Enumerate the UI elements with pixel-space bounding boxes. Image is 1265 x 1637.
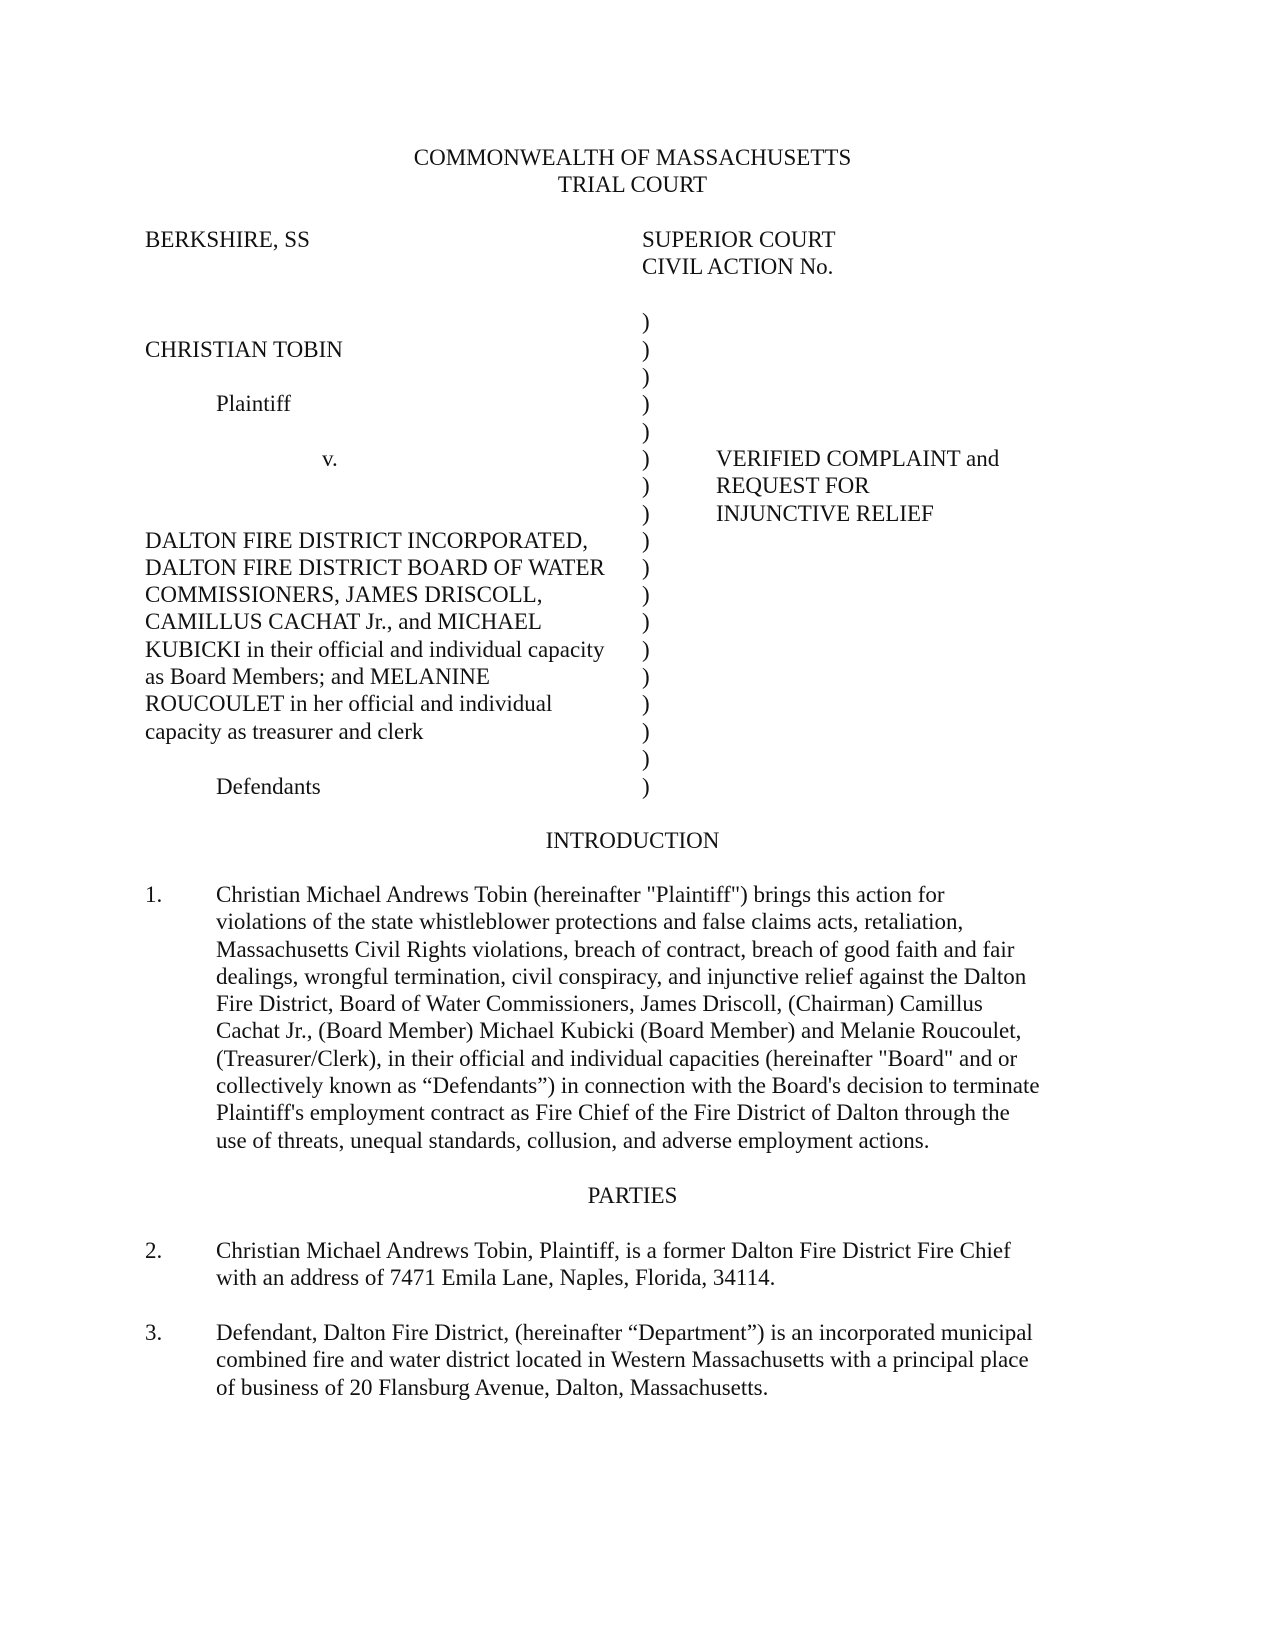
- paragraph-number: 3.: [145, 1320, 163, 1345]
- court-heading-commonwealth: COMMONWEALTH OF MASSACHUSETTS: [413, 145, 852, 170]
- caption-paren: ): [642, 746, 650, 771]
- paragraph-line: Christian Michael Andrews Tobin (hereinafter "Plaintiff") brings this action for: [216, 882, 945, 907]
- versus-label: v.: [322, 446, 338, 471]
- paragraph-line: combined fire and water district located in Western Massachusetts with a principal place: [216, 1347, 1029, 1373]
- document-title-line: REQUEST FOR: [716, 473, 870, 498]
- defendant-line: ROUCOULET in her official and individual: [145, 691, 553, 716]
- caption-paren: ): [642, 555, 650, 580]
- paragraph-line: Massachusetts Civil Rights violations, breach of contract, breach of good faith and fair: [216, 936, 1015, 962]
- caption-paren: ): [642, 446, 650, 471]
- paragraph-line: with an address of 7471 Emila Lane, Naples, Florida, 34114.: [216, 1265, 776, 1291]
- paragraph-line: violations of the state whistleblower protections and false claims acts, retaliation,: [216, 909, 964, 935]
- caption-paren: ): [642, 391, 650, 416]
- paragraph-number: 2.: [145, 1238, 163, 1263]
- paragraph-line: dealings, wrongful termination, civil conspiracy, and injunctive relief against the Dalton: [216, 963, 1027, 989]
- plaintiff-label: Plaintiff: [216, 391, 291, 416]
- paragraph-line: Defendant, Dalton Fire District, (hereinafter “Department”) is an incorporated municipal: [216, 1320, 1033, 1345]
- defendant-line: COMMISSIONERS, JAMES DRISCOLL,: [145, 582, 543, 607]
- caption-paren: ): [642, 691, 650, 716]
- civil-action-number: CIVIL ACTION No.: [642, 254, 834, 279]
- caption-paren: ): [642, 609, 650, 634]
- paragraph-body: [216, 881, 1096, 1154]
- defendant-line: CAMILLUS CACHAT Jr., and MICHAEL: [145, 609, 542, 634]
- paragraph-line: use of threats, unequal standards, collusion, and adverse employment actions.: [216, 1127, 930, 1153]
- paragraph-line: Cachat Jr., (Board Member) Michael Kubicki (Board Member) and Melanie Roucoulet,: [216, 1018, 1022, 1044]
- court-heading-trial-court: TRIAL COURT: [557, 172, 708, 197]
- defendant-line: KUBICKI in their official and individual capacity: [145, 637, 605, 662]
- defendant-line: as Board Members; and MELANINE: [145, 664, 490, 689]
- paragraph-body: [216, 1319, 1096, 1401]
- county-label: BERKSHIRE, SS: [145, 227, 310, 252]
- caption-paren: ): [642, 501, 650, 526]
- defendant-line: capacity as treasurer and clerk: [145, 719, 424, 744]
- paragraph-line: (Treasurer/Clerk), in their official and individual capacities (hereinafter "Board" and or: [216, 1045, 1018, 1071]
- caption-paren: ): [642, 582, 650, 607]
- caption-paren: ): [642, 528, 650, 553]
- document-title-line: VERIFIED COMPLAINT and: [716, 446, 1000, 471]
- caption-paren: ): [642, 473, 650, 498]
- caption-paren: ): [642, 337, 650, 362]
- court-name: SUPERIOR COURT: [642, 227, 836, 252]
- paragraph-line: Christian Michael Andrews Tobin, Plaintiff, is a former Dalton Fire District Fire Chief: [216, 1238, 1011, 1263]
- paragraph-line: collectively known as “Defendants”) in connection with the Board's decision to terminate: [216, 1073, 1040, 1099]
- introduction-heading: INTRODUCTION: [545, 828, 720, 853]
- caption-paren: ): [642, 774, 650, 799]
- paragraph-line: Plaintiff's employment contract as Fire Chief of the Fire District of Dalton through the: [216, 1100, 1010, 1126]
- caption-paren: ): [642, 364, 650, 389]
- plaintiff-name: CHRISTIAN TOBIN: [145, 337, 343, 362]
- defendant-label: Defendants: [216, 774, 321, 799]
- paragraph-line: Fire District, Board of Water Commissioners, James Driscoll, (Chairman) Camillus: [216, 991, 983, 1017]
- caption-paren: ): [642, 664, 650, 689]
- paragraph-body: [216, 1237, 1096, 1292]
- caption-paren: ): [642, 419, 650, 444]
- caption-paren: ): [642, 309, 650, 334]
- caption-paren: ): [642, 719, 650, 744]
- paragraph-number: 1.: [145, 882, 163, 907]
- parties-heading: PARTIES: [587, 1183, 678, 1208]
- document-title-line: INJUNCTIVE RELIEF: [716, 501, 934, 526]
- defendant-line: DALTON FIRE DISTRICT INCORPORATED,: [145, 528, 589, 553]
- defendant-line: DALTON FIRE DISTRICT BOARD OF WATER: [145, 555, 605, 580]
- paragraph-line: of business of 20 Flansburg Avenue, Dalton, Massachusetts.: [216, 1374, 769, 1400]
- caption-paren: ): [642, 637, 650, 662]
